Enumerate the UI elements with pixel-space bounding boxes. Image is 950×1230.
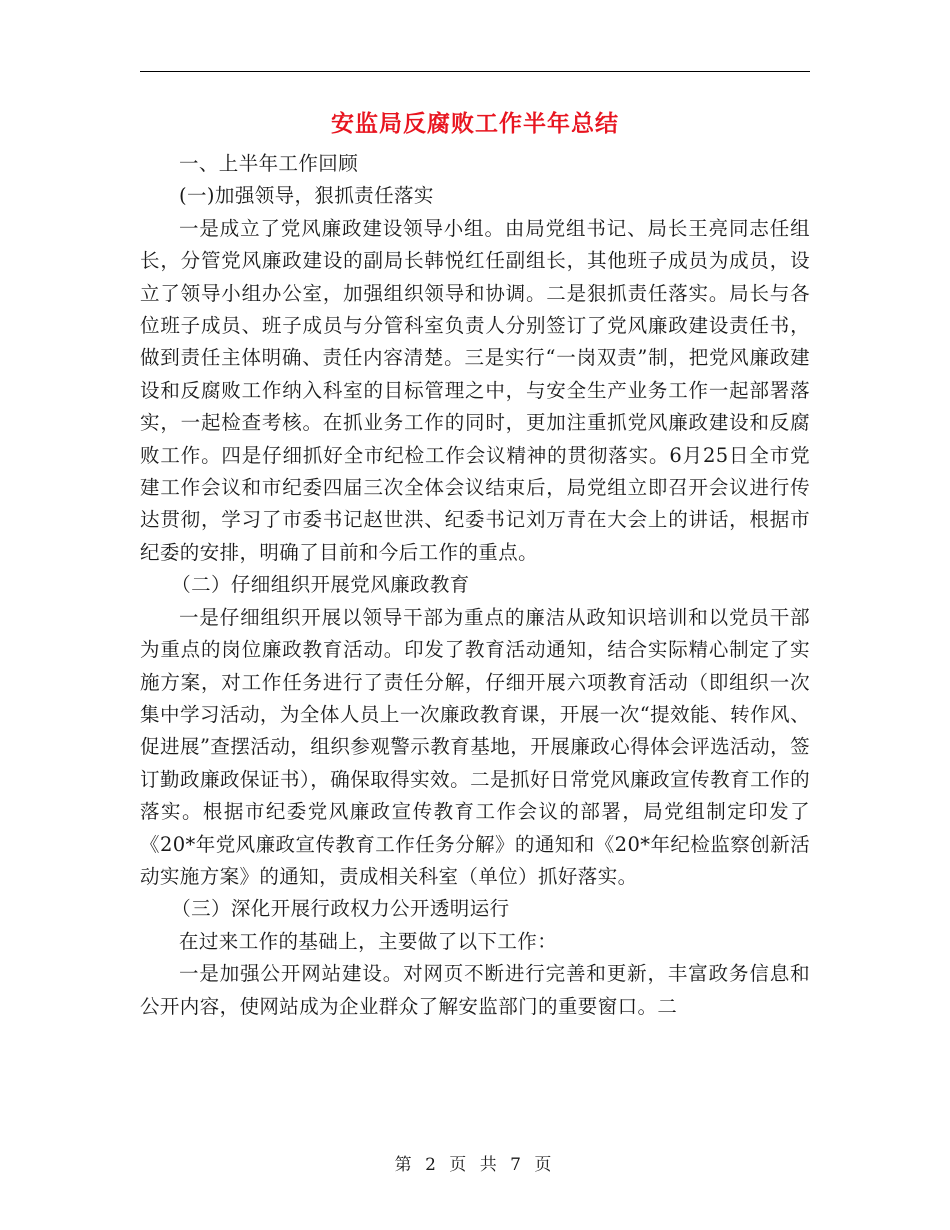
header-rule bbox=[140, 71, 810, 72]
body-paragraph: 在过来工作的基础上，主要做了以下工作： bbox=[179, 929, 558, 953]
section-heading: 一、上半年工作回顾 bbox=[179, 152, 359, 175]
subsection-heading: （三）深化开展行政权力公开透明运行 bbox=[171, 897, 510, 921]
subsection-heading: （二）仔细组织开展党风廉政教育 bbox=[171, 573, 470, 597]
body-paragraph: 一是成立了党风廉政建设领导小组。由局党组书记、局长王亮同志任组长，分管党风廉政建设的副局长韩悦红任副组长，其他班子成员为成员，设立了领导小组办公室，加强组织领导和协调。二是狠抓责任落实。局长与各位班子成员、班子成员与分管科室负责人分别签订了党风廉政建设责任书，做到责任主体明确、责任内容清楚。三是实行“一岗双责”制，把党风廉政建设和反腐败工作纳入科室的目标管理之中，与安全生产业务工作一起部署落实，一起检查考核。在抓业务工作的同时，更加注重抓党风廉政建设和反腐败工作。四是仔细抓好全市纪检工作会议精神的贯彻落实。6月25日全市党建工作会议和市纪委四届三次全体会议结束后，局党组立即召开会议进行传达贯彻，学习了市委书记赵世洪、纪委书记刘万青在大会上的讲话，根据市纪委的安排，明确了目前和今后工作的重点。 bbox=[140, 216, 810, 564]
document-title: 安监局反腐败工作半年总结 bbox=[331, 110, 619, 137]
body-paragraph: 一是仔细组织开展以领导干部为重点的廉洁从政知识培训和以党员干部为重点的岗位廉政教育活动。印发了教育活动通知，结合实际精心制定了实施方案，对工作任务进行了责任分解，仔细开展六项教育活动（即组织一次集中学习活动，为全体人员上一次廉政教育课，开展一次“提效能、转作风、促进展”查摆活动，组织参观警示教育基地，开展廉政心得体会评选活动，签订勤政廉政保证书），确保取得实效。二是抓好日常党风廉政宣传教育工作的落实。根据市纪委党风廉政宣传教育工作会议的部署，局党组制定印发了《20*年党风廉政宣传教育工作任务分解》的通知和《20*年纪检监察创新活动实施方案》的通知，责成相关科室（单位）抓好落实。 bbox=[140, 605, 810, 888]
page-number-footer: 第 2 页 共 7 页 bbox=[394, 1155, 556, 1175]
subsection-heading: (一)加强领导，狠抓责任落实 bbox=[179, 184, 434, 208]
document-body bbox=[140, 148, 810, 1023]
body-paragraph: 一是加强公开网站建设。对网页不断进行完善和更新，丰富政务信息和公开内容，使网站成为企业群众了解安监部门的重要窗口。二 bbox=[140, 962, 810, 1018]
